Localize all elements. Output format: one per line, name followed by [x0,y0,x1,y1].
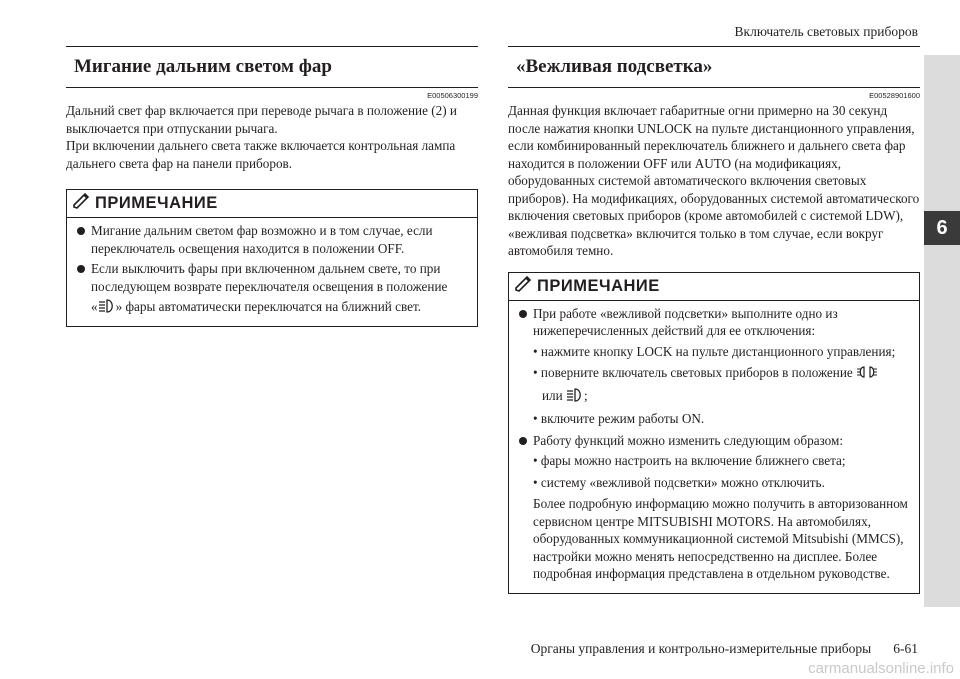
note-bullet-text: Мигание дальним светом фар возможно и в том случае, если переключатель освещения находится в положении OFF. [91,223,433,256]
page-footer [531,641,918,657]
note-bullet [519,305,911,340]
section-heading-flash: Мигание дальним светом фар [66,46,478,88]
note-sub-item: • включите режим работы ON. [533,411,705,427]
note-title: ПРИМЕЧАНИЕ [537,276,660,295]
note-body [509,301,919,593]
note-bullet [77,222,469,257]
note-bullet [519,432,911,450]
note-box [508,272,920,594]
section-code: E00506300199 [427,91,478,100]
bullet-dot [519,437,527,445]
note-pencil-icon [515,276,533,297]
paragraph: При включении дальнего света также включается контрольная лампа дальнего света фар на панели приборов. [66,138,456,171]
page-number: 6-61 [893,641,918,656]
headlight-icon [98,299,116,318]
note-pencil-icon [73,193,91,214]
bullet-dot [77,227,85,235]
paragraph: Дальний свет фар включается при переводе рычага в положение (2) и выключается при отпускании рычага. [66,103,457,136]
note-sub-item [519,364,911,383]
right-column [508,46,920,594]
footer-section: Органы управления и контрольно-измерительные приборы [530,641,872,656]
note-title: ПРИМЕЧАНИЕ [95,194,218,212]
bullet-dot [519,310,527,318]
chapter-tab[interactable]: 6 [924,211,960,245]
note-sub-item: • фары можно настроить на включение ближнего света; [533,453,846,469]
paragraph: Данная функция включает габаритные огни примерно на 30 секунд после нажатия кнопки UNLOCK на пульте дистанционного управления, если комбинированный переключатель ближнего и дальнего света фар находится в положении OFF или AUTO (на модификациях, оборудованных системой автоматического включения световых приборов). На модификациях, оборудованных системой автоматического включения световых приборов (кроме автомобилей с системой LDW), «вежливая подсветка» включится только в том случае, если вокруг автомобиля темно. [508,103,920,258]
quote-close: » фары автоматически переключатся на ближний свет. [115,299,422,314]
note-bullet-text: При работе «вежливой подсветки» выполните одно из нижеперечисленных действий для ее отключения: [533,305,838,338]
watermark: carmanualsonline.info [808,660,954,677]
headlight-icon [566,388,584,407]
left-column [66,46,478,327]
note-header [509,273,919,301]
quote-open: « [91,299,98,314]
note-sub-item: • нажмите кнопку LOCK на пульте дистанционного управления; [533,343,896,359]
note-sub-text: • поверните включатель световых приборов в положение [533,365,853,380]
note-sub-item: • систему «вежливой подсветки» можно отключить. [533,474,825,490]
note-sub-item [519,387,911,406]
page-header-title: Включатель световых приборов [734,24,918,39]
note-tail-text: Более подробную информацию можно получить в авторизованном сервисном центре MITSUBISHI MOTORS. На автомобилях, оборудованных коммуникационной системой Mitsubishi (MMCS), настройки можно менять непосредственно на дисплее. Более подробная информация представлена в отдельном руководстве. [533,496,908,582]
section-heading-courtesy: «Вежливая подсветка» [508,46,920,88]
note-sub-text: или [542,388,563,404]
bullet-dot [77,265,85,273]
chapter-sidebar [924,55,960,607]
note-sub-text: ; [584,388,588,404]
note-bullet-cont [91,298,469,317]
note-bullet-text: Работу функций можно изменить следующим образом: [533,432,844,448]
note-bullet-text: Если выключить фары при включенном дальнем свете, то при последующем возврате переключателя освещения в положение [91,261,448,294]
position-lamps-icon [856,365,878,384]
note-body [67,218,477,326]
note-header [67,190,477,218]
section-code: E00528901600 [869,91,920,100]
note-box [66,189,478,327]
note-bullet [77,260,469,317]
